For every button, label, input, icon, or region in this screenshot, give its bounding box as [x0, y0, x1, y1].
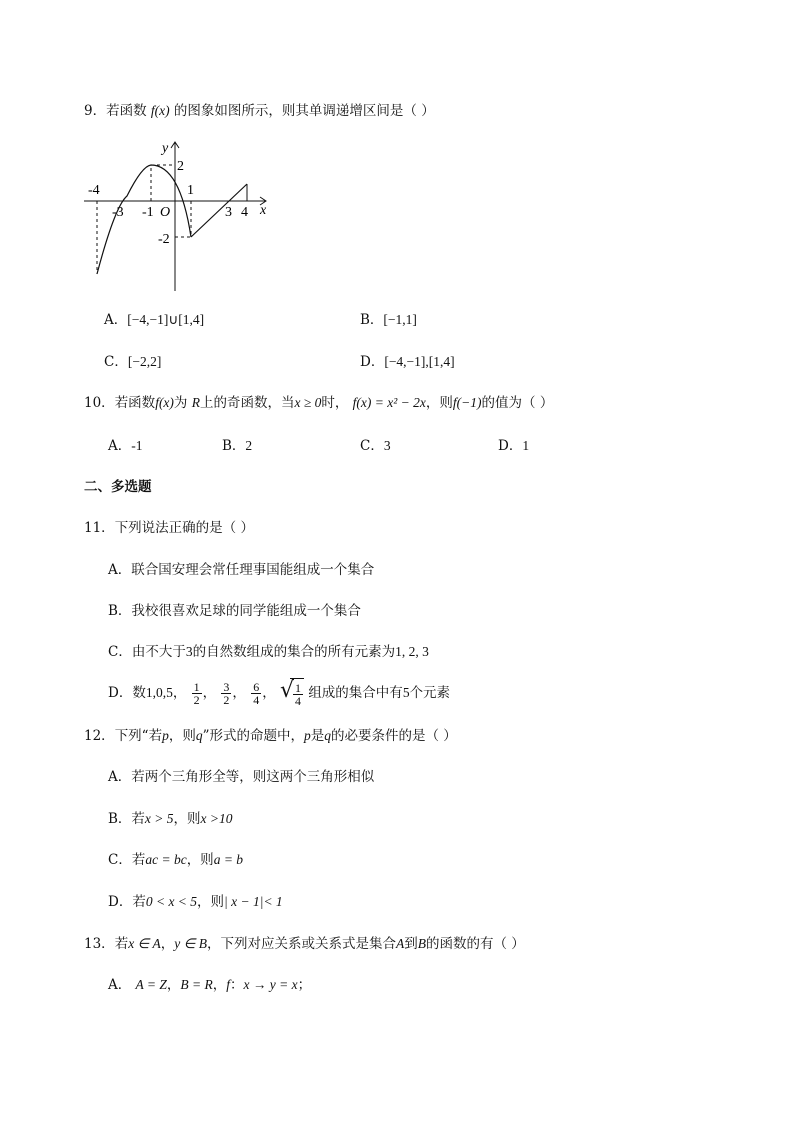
tick-label-neg2: -2 — [158, 232, 170, 247]
tick-label-2: 2 — [177, 159, 184, 174]
q13-option-a[interactable]: A． A = Z，B = R，f：x → y = x； — [108, 977, 312, 993]
q12-option-d[interactable]: D．若0 < x < 5，则| x − 1|< 1 — [108, 894, 283, 910]
tick-label-neg3: -3 — [112, 205, 124, 220]
radical-sign-icon: √ — [280, 678, 295, 703]
q9-stem: 9．若函数 f(x) 的图象如图所示，则其单调递增区间是（ ） — [84, 103, 435, 119]
curve-right — [191, 184, 247, 237]
q11-stem: 11．下列说法正确的是（ ） — [84, 520, 254, 536]
q11-option-c[interactable]: C．由不大于3的自然数组成的集合的所有元素为1, 2, 3 — [108, 644, 429, 660]
q12-option-a[interactable]: A．若两个三角形全等，则这两个三角形相似 — [108, 769, 375, 785]
q11-option-a[interactable]: A．联合国安理会常任理事国能组成一个集合 — [108, 562, 375, 578]
tick-label-neg4: -4 — [88, 183, 100, 198]
q9-option-c[interactable]: C．[−2,2] — [104, 354, 162, 370]
tick-label-4: 4 — [241, 205, 248, 220]
sqrt-one-quarter: √ $\frac{1}{4}$ — [280, 678, 304, 709]
q13-stem: 13．若x ∈ A，y ∈ B，下列对应关系或关系式是集合A到B的函数的有（ ） — [84, 936, 525, 952]
q9-func: f(x) — [150, 103, 170, 118]
q11-option-b[interactable]: B．我校很喜欢足球的同学能组成一个集合 — [108, 603, 361, 619]
fraction-1-2: $\frac{1}{2}$ — [193, 680, 200, 707]
q10-option-b[interactable]: B．2 — [222, 438, 253, 454]
section-title-multiple-choice: 二、多选题 — [84, 479, 152, 495]
q10-option-d[interactable]: D．1 — [498, 438, 530, 454]
q11-option-d[interactable]: D．数1,0,5， $\frac{1}{2}$ ， $\frac{3}{2}$ ， $\frac{6}{4}$ ， √ $\frac{1}{4}$ 组成的集合中有5个元素 — [108, 678, 451, 708]
x-axis-label: x — [260, 203, 267, 218]
fraction-3-2: $\frac{3}{2}$ — [223, 680, 230, 707]
q12-option-b[interactable]: B．若x > 5，则x >10 — [108, 811, 233, 827]
q10-option-a[interactable]: A．-1 — [108, 438, 143, 454]
q9-option-b[interactable]: B．[−1,1] — [360, 312, 417, 328]
tick-label-1: 1 — [187, 183, 194, 198]
tick-label-3: 3 — [225, 205, 232, 220]
y-axis-label: y — [162, 141, 169, 156]
origin-label: O — [160, 205, 171, 220]
q12-option-c[interactable]: C．若ac = bc，则a = b — [108, 852, 244, 868]
tick-label-neg1: -1 — [142, 205, 154, 220]
fraction-6-4: $\frac{6}{4}$ — [253, 680, 260, 707]
q12-stem: 12．下列“若p，则q”形式的命题中，p是q的必要条件的是（ ） — [84, 728, 457, 744]
q9-option-a[interactable]: A．[−4,−1]∪[1,4] — [104, 312, 205, 328]
q9-function-graph — [80, 136, 280, 296]
q10-option-c[interactable]: C．3 — [360, 438, 391, 454]
q10-stem: 10．若函数f(x)为 R上的奇函数，当x ≥ 0时， f(x) = x² − 2x，则f(−1)的值为（ ） — [84, 395, 554, 411]
q9-option-d[interactable]: D．[−4,−1],[1,4] — [360, 354, 455, 370]
